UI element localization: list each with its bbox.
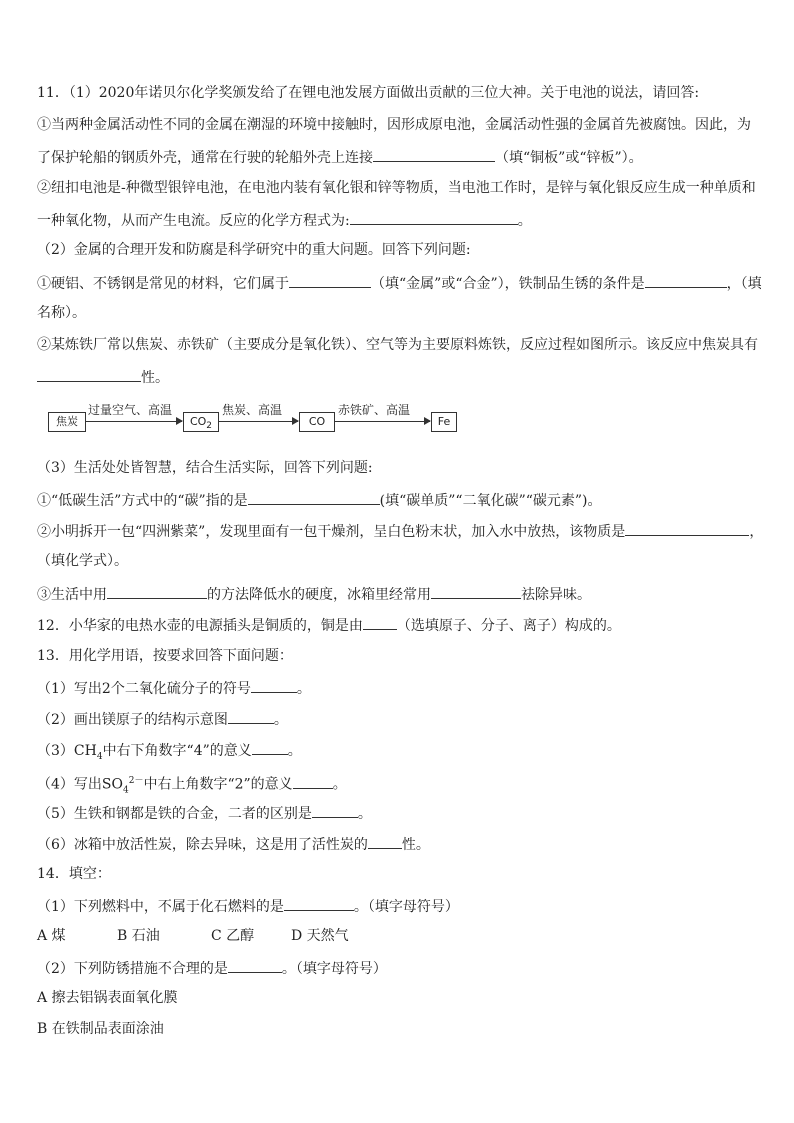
answer-blank[interactable] xyxy=(284,896,354,911)
subscript: 2 xyxy=(206,421,213,432)
text: 性。 xyxy=(401,837,430,853)
answer-blank[interactable] xyxy=(368,834,402,849)
text: （3）CH xyxy=(37,743,97,759)
text: （4）写出SO xyxy=(37,776,123,793)
text: （填“金属”或“合金”），铁制品生锈的条件是 xyxy=(371,276,645,292)
answer-blank[interactable] xyxy=(363,615,397,630)
text: 。（填字母符号） xyxy=(353,899,459,915)
text: 中右上角数字“2”的意义 xyxy=(143,776,293,793)
text: （填“铜板”或“锌板”）。 xyxy=(495,150,643,166)
answer-blank[interactable] xyxy=(248,490,380,505)
subscript: 4 xyxy=(122,785,129,796)
flow-arrow-3 xyxy=(334,421,430,422)
q13-s2 xyxy=(37,709,288,729)
q14-s1 xyxy=(37,896,459,916)
q11-part3: （3）生活处处皆智慧，结合生活实际，回答下列问题: xyxy=(37,460,373,476)
q11-p2-line2 xyxy=(37,210,532,230)
text: 祛除异味。 xyxy=(521,587,591,603)
q13-s1 xyxy=(37,678,311,698)
subscript: 4 xyxy=(96,751,103,762)
text: (填“碳单质”“二氧化碳”“碳元素”)。 xyxy=(379,493,602,509)
q14-intro: 14．填空： xyxy=(37,866,111,882)
q14-s2 xyxy=(37,958,387,978)
text: 。 xyxy=(332,776,347,793)
answer-blank[interactable] xyxy=(350,210,518,225)
q11-p7 xyxy=(37,584,591,604)
q11-p6-line1 xyxy=(37,521,763,541)
q13-s3 xyxy=(37,740,302,766)
text: 。 xyxy=(273,712,288,728)
q11-p2-line1: ②纽扣电池是-种微型银锌电池，在电池内装有氧化银和锌等物质，当电池工作时，是锌与氧化银反应生成一种单质和 xyxy=(37,180,756,196)
text: ①“低碳生活”方式中的“碳”指的是 xyxy=(37,493,248,509)
q11-p6-line2: （填化学式）。 xyxy=(37,553,128,569)
q13-s5 xyxy=(37,803,372,823)
text: 一种氧化物，从而产生电流。反应的化学方程式为: xyxy=(37,213,350,229)
text: 12．小华家的电热水壶的电源插头是铜质的，铜是由 xyxy=(37,618,363,634)
q14-s2-option-b: B 在铁制品表面涂油 xyxy=(37,1021,164,1037)
q11-intro: 11．（1）2020年诺贝尔化学奖颁发给了在锂电池发展方面做出贡献的三位大神。关于电池的说法，请回答: xyxy=(37,85,700,101)
flow-box-co: CO xyxy=(299,412,335,432)
text: （1）下列燃料中，不属于化石燃料的是 xyxy=(37,899,284,915)
answer-blank[interactable] xyxy=(312,803,358,818)
q11-part2: （2）金属的合理开发和防腐是科学研究中的重大问题。回答下列问题: xyxy=(37,242,471,258)
text: （6）冰箱中放活性炭，除去异味，这是用了活性炭的 xyxy=(37,837,368,853)
answer-blank[interactable] xyxy=(293,774,333,789)
answer-blank[interactable] xyxy=(228,709,274,724)
q13-s6 xyxy=(37,834,430,854)
text: 性。 xyxy=(141,370,169,386)
text: （2）画出镁原子的结构示意图 xyxy=(37,712,228,728)
answer-blank[interactable] xyxy=(107,584,207,599)
text: 。 xyxy=(517,213,532,229)
q11-p4-line1: ②某炼铁厂常以焦炭、赤铁矿（主要成分是氧化铁）、空气等为主要原料炼铁，反应过程如图所示。该反应中焦炭具有 xyxy=(37,337,758,353)
answer-blank[interactable] xyxy=(252,740,288,755)
option-d: D 天然气 xyxy=(291,928,349,944)
answer-blank[interactable] xyxy=(37,367,141,382)
option-c: C 乙醇 xyxy=(211,928,255,944)
flow-box-coke: 焦炭 xyxy=(48,412,86,432)
flow-box-co2 xyxy=(183,412,219,432)
q14-s2-option-a: A 擦去铝锅表面氧化膜 xyxy=(37,990,178,1006)
text: 中右下角数字“4”的意义 xyxy=(102,743,252,759)
flow-arrow-2 xyxy=(218,421,298,422)
flow-arrow-3-label: 赤铁矿、高温 xyxy=(338,403,411,417)
superscript: 2－ xyxy=(128,776,144,786)
text: 了保护轮船的钢质外壳，通常在行驶的轮船外壳上连接 xyxy=(37,150,373,166)
ironmaking-flow-diagram xyxy=(48,403,468,437)
flow-arrow-1-label: 过量空气、高温 xyxy=(88,403,173,417)
q13-intro: 13．用化学用语，按要求回答下面问题： xyxy=(37,648,293,664)
text: （2）下列防锈措施不合理的是 xyxy=(37,961,228,977)
flow-box-fe: Fe xyxy=(431,412,457,432)
answer-blank[interactable] xyxy=(645,273,727,288)
text: （选填原子、分子、离子）构成的。 xyxy=(396,618,621,634)
text: ， xyxy=(749,524,764,540)
text: ，（填 xyxy=(726,276,762,292)
q11-p5 xyxy=(37,490,602,510)
q11-p4-line2 xyxy=(37,367,169,387)
text: （5）生铁和钢都是铁的合金，二者的区别是 xyxy=(37,806,312,822)
q12 xyxy=(37,615,621,635)
text: 。 xyxy=(296,681,311,697)
text: 。（填字母符号） xyxy=(281,961,387,977)
text: （1）写出2个二氧化硫分子的符号 xyxy=(37,681,251,697)
text: 。 xyxy=(287,743,302,759)
answer-blank[interactable] xyxy=(228,958,282,973)
text: ③生活中用 xyxy=(37,587,107,603)
text: ②小明拆开一包“四洲紫菜”，发现里面有一包干燥剂，呈白色粉末状，加入水中放热，该物质是 xyxy=(37,524,626,540)
text: CO xyxy=(189,415,207,428)
q11-p3-line2: 名称）。 xyxy=(37,305,86,321)
answer-blank[interactable] xyxy=(251,678,297,693)
q13-s4 xyxy=(37,772,347,799)
flow-arrow-1 xyxy=(85,421,182,422)
answer-blank[interactable] xyxy=(289,273,371,288)
q11-p1-line1: ①当两种金属活动性不同的金属在潮湿的环境中接触时，因形成原电池，金属活动性强的金属首先被腐蚀。因此，为 xyxy=(37,117,751,133)
q11-p3-line1 xyxy=(37,273,762,293)
answer-blank[interactable] xyxy=(373,147,495,162)
answer-blank[interactable] xyxy=(431,584,521,599)
q14-s1-options xyxy=(37,927,349,945)
text: 的方法降低水的硬度，冰箱里经常用 xyxy=(207,587,431,603)
answer-blank[interactable] xyxy=(625,521,749,536)
option-a: A 煤 xyxy=(37,928,66,944)
text: 。 xyxy=(357,806,372,822)
flow-arrow-2-label: 焦炭、高温 xyxy=(222,403,283,417)
text: ①硬铝、不锈钢是常见的材料，它们属于 xyxy=(37,276,289,292)
option-b: B 石油 xyxy=(117,928,160,944)
q11-p1-line2 xyxy=(37,147,643,167)
